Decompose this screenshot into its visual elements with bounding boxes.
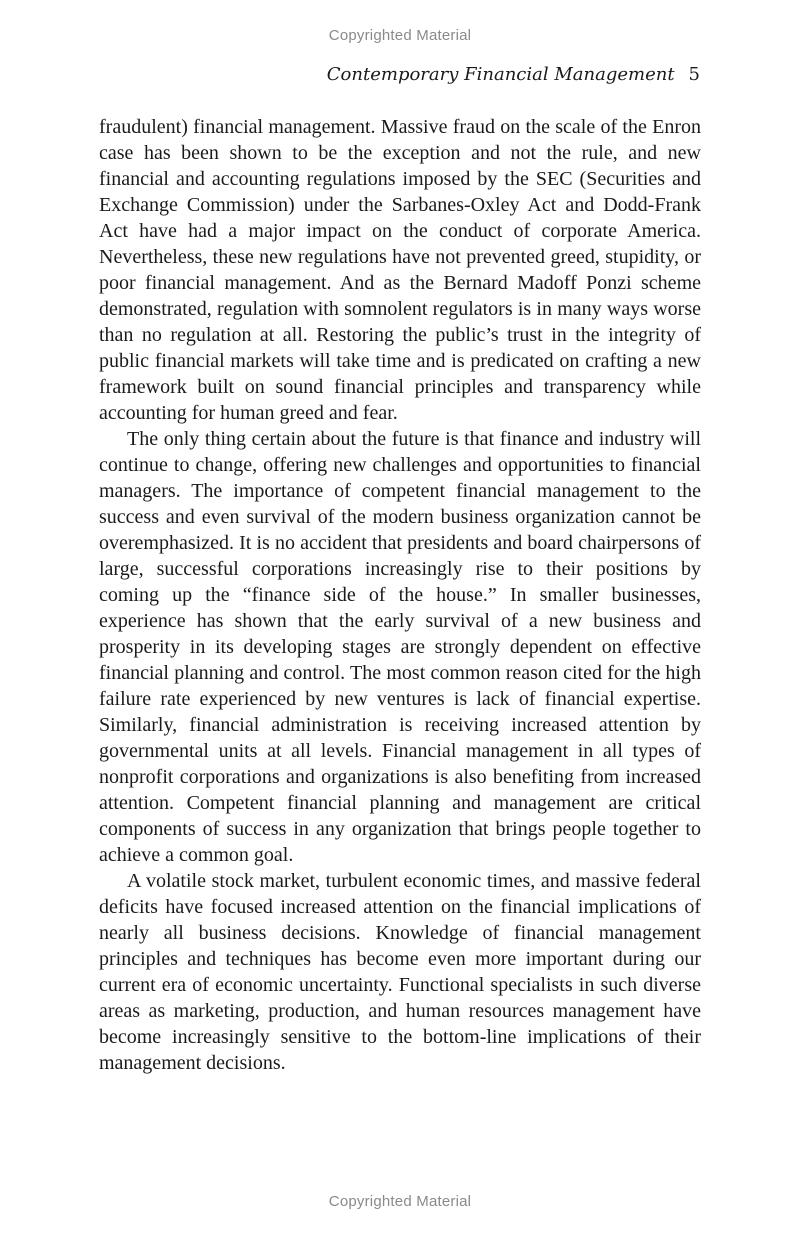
paragraph-2: The only thing certain about the future is that finance and industry will continue to change, offering new challenges and opportunities to financial managers. The importance of competent financial management to the success and even survival of the modern business organization cannot be overemphasized. It is no accident that presidents and board chairpersons of large, successful corporations increasingly rise to their positions by coming up the “finance side of the house.” In smaller businesses, experience has shown that the early survival of a new business and prosperity in its developing stages are strongly dependent on effective financial planning and control. The most common reason cited for the high failure rate experienced by new ventures is lack of financial expertise. Similarly, financial administration is receiving increased attention by governmental units at all levels. Financial management in all types of nonprofit corporations and organizations is also benefiting from increased attention. Competent financial planning and management are critical components of success in any organization that brings people together to achieve a common goal. (99, 428, 701, 866)
running-header (327, 64, 700, 85)
copyright-watermark-top: Copyrighted Material (328, 27, 472, 44)
paragraph-1: fraudulent) financial management. Massive fraud on the scale of the Enron case has been shown to be the exception and not the rule, and new financial and accounting regulations imposed by the SEC (Securities and Exchange Commission) under the Sarbanes-Oxley Act and Dodd-Frank Act have had a major impact on the conduct of corporate America. Nevertheless, these new regulations have not prevented greed, stupidity, or poor financial management. And as the Bernard Madoff Ponzi scheme demonstrated, regulation with somnolent regulators is in many ways worse than no regulation at all. Restoring the public’s trust in the integrity of public financial markets will take time and is predicated on crafting a new framework built on sound financial principles and transparency while accounting for human greed and fear. (99, 116, 701, 424)
page-number: 5 (688, 64, 700, 85)
copyright-watermark-bottom: Copyrighted Material (328, 1193, 472, 1210)
running-title: Contemporary Financial Management (326, 64, 675, 85)
paragraph-3: A volatile stock market, turbulent economic times, and massive federal deficits have focused increased attention on the financial implications of nearly all business decisions. Knowledge of financial management principles and techniques has become even more important during our current era of economic uncertainty. Functional specialists in such diverse areas as marketing, production, and human resources management have become increasingly sensitive to the bottom-line implications of their management decisions. (99, 870, 701, 1074)
body-text (99, 114, 701, 1076)
